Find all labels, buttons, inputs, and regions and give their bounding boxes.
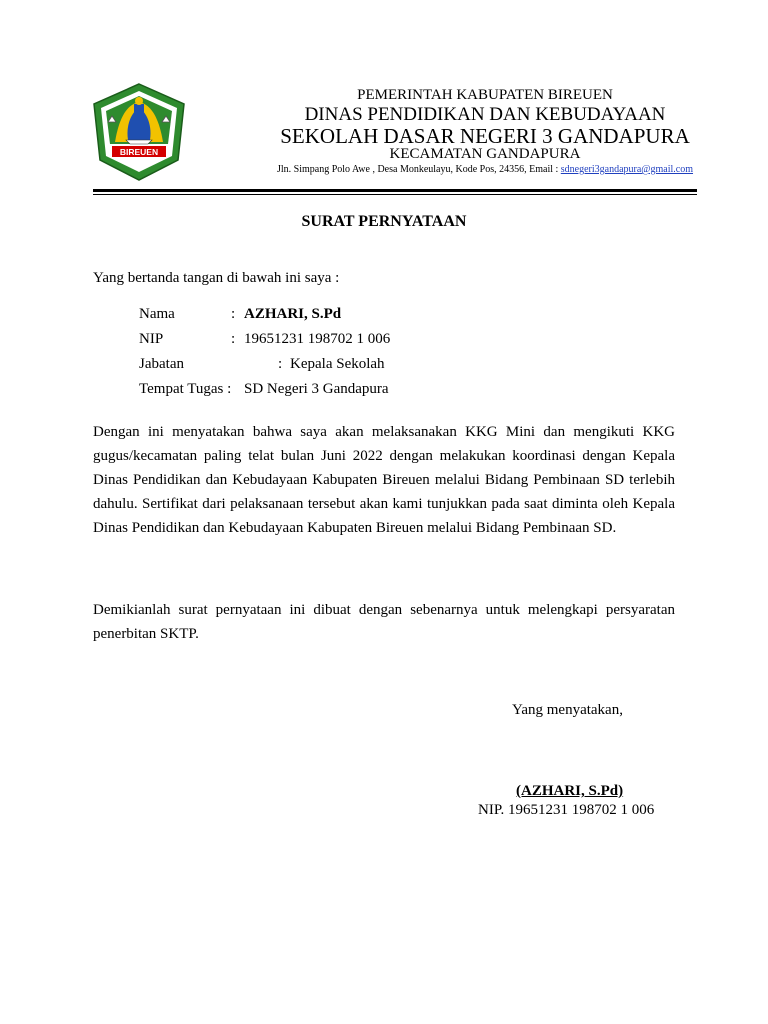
header-rule-thin [93, 194, 697, 195]
header-rule-thick [93, 189, 697, 192]
name-value: AZHARI, S.Pd [244, 306, 342, 322]
regency-logo [90, 82, 188, 182]
logo-label: BIREUEN [119, 147, 159, 157]
signatory-nip: NIP. 19651231 198702 1 006 [478, 802, 655, 818]
position-separator: : [278, 356, 283, 372]
school-address [200, 164, 768, 175]
district-name: KECAMATAN GANDAPURA [389, 146, 581, 162]
closing-paragraph [93, 598, 675, 646]
signatory-name: (AZHARI, S.Pd) [516, 783, 624, 799]
statement-paragraph [93, 420, 675, 540]
position-value: Kepala Sekolah [290, 356, 385, 372]
nip-label: NIP [139, 331, 164, 347]
address-text: Jln. Simpang Polo Awe , Desa Monkeulayu, Kode Pos, 24356, Email : [276, 164, 561, 175]
school-name: SEKOLAH DASAR NEGERI 3 GANDAPURA [280, 124, 690, 148]
name-separator: : [231, 306, 236, 322]
government-name: PEMERINTAH KABUPATEN BIREUEN [357, 87, 613, 103]
workplace-value: SD Negeri 3 Gandapura [244, 381, 389, 397]
email-link[interactable]: sdnegeri3gandapura@gmail.com [560, 164, 694, 175]
department-name: DINAS PENDIDIKAN DAN KEBUDAYAAN [304, 104, 666, 125]
closing-text: Demikianlah surat pernyataan ini dibuat dengan sebenarnya untuk melengkapi persyaratan penerbitan SKTP. [93, 602, 675, 642]
document-title: SURAT PERNYATAAN [301, 213, 467, 230]
name-label: Nama [139, 306, 175, 322]
intro-text: Yang bertanda tangan di bawah ini saya : [93, 270, 340, 286]
statement-text: Dengan ini menyatakan bahwa saya akan melaksanakan KKG Mini dan mengikuti KKG gugus/kecamatan paling telat bulan Juni 2022 dengan melakukan koordinasi dengan Kepala Dinas Pendidikan dan Kebudayaan Kabupaten Bireuen melalui Bidang Pembinaan SD terlebih dahulu. Sertifikat dari pelaksanaan tersebut akan kami tunjukkan pada saat diminta oleh Kepala Dinas Pendidikan dan Kebudayaan Kabupaten Bireuen melalui Bidang Pembinaan SD. [93, 424, 675, 536]
signature-closing: Yang menyatakan, [512, 702, 623, 718]
nip-separator: : [231, 331, 236, 347]
workplace-label: Tempat Tugas : [139, 381, 232, 397]
position-label: Jabatan [139, 356, 184, 372]
nip-value: 19651231 198702 1 006 [244, 331, 391, 347]
